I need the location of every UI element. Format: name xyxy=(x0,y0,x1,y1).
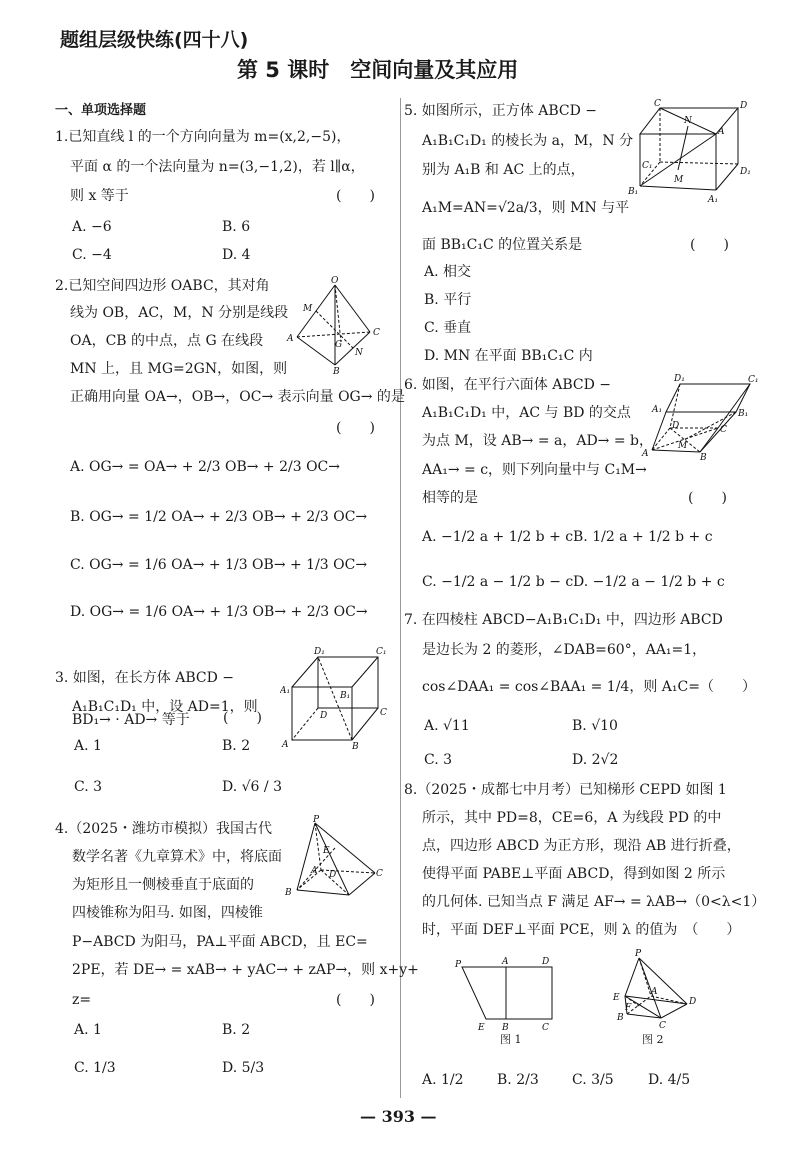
q4-line: 四棱锥称为阳马. 如图，四棱锥 xyxy=(72,905,263,921)
option-c: C. 3 xyxy=(424,752,453,768)
q2-line: 2.已知空间四边形 OABC，其对角 xyxy=(55,278,270,294)
figure-label: D₁ xyxy=(674,374,685,384)
option-b: B. 2 xyxy=(222,1022,251,1038)
figure-label: P xyxy=(635,949,642,959)
figure-label: F xyxy=(625,1003,632,1013)
q4-line: P−ABCD 为阳马，PA⊥平面 ABCD，且 EC= xyxy=(72,934,368,950)
exercise-title: 题组层级快练(四十八) xyxy=(60,29,249,51)
figure-label: B₁ xyxy=(738,409,749,419)
option-b: B. 6 xyxy=(222,219,251,235)
figure-label: B xyxy=(285,888,292,898)
q5-line: A₁M=AN=√2a/3，则 MN 与平 xyxy=(422,200,630,216)
figure-label: M xyxy=(678,441,688,451)
q6-line: 6. 如图，在平行六面体 ABCD − xyxy=(404,377,612,393)
option-d: D. √6 / 3 xyxy=(222,779,282,795)
lesson-title: 第 5 课时 空间向量及其应用 xyxy=(237,58,519,82)
figure-label: D xyxy=(320,711,328,721)
figure-label: M xyxy=(303,304,313,314)
option-c: C. 3/5 xyxy=(572,1072,614,1088)
figure-label: E xyxy=(323,846,330,856)
option-d: D. −1/2 a − 1/2 b + c xyxy=(573,574,725,590)
page-number: — 393 — xyxy=(360,1107,437,1126)
q5-line: A₁B₁C₁D₁ 的棱长为 a，M，N 分 xyxy=(422,133,634,149)
figure-label: D₁ xyxy=(314,647,325,657)
figure-label: P xyxy=(313,815,320,825)
figure-label: A xyxy=(287,334,294,344)
q8-line: 时，平面 DEF⊥平面 PCE，则 λ 的值为 （ ） xyxy=(422,922,741,938)
figure-2-caption: 图 2 xyxy=(642,1033,664,1046)
q8-line: 的几何体. 已知当点 F 满足 AF→ = λAB→（0<λ<1） xyxy=(422,894,766,910)
figure-label: D xyxy=(672,421,680,431)
column-divider xyxy=(400,98,401,1098)
q4-line: 数学名著《九章算术》中，将底面 xyxy=(72,849,282,865)
figure-label: M xyxy=(674,175,684,185)
q4-line: 4.（2025・潍坊市模拟）我国古代 xyxy=(55,821,272,837)
figure-label: B xyxy=(700,453,707,462)
figure-label: E xyxy=(478,1023,485,1033)
q4-line: z= xyxy=(72,992,92,1008)
figure-label: B xyxy=(502,1023,509,1033)
answer-paren: ( ) xyxy=(336,188,375,204)
option-c: C. 3 xyxy=(74,779,103,795)
pyramid-figure xyxy=(285,815,385,900)
option-c: C. −4 xyxy=(72,247,112,263)
figure-label: A xyxy=(311,866,318,876)
q1-line: 则 x 等于 xyxy=(70,188,129,204)
answer-paren: ( ) xyxy=(336,992,375,1008)
figure-label: C xyxy=(654,99,661,109)
section-heading: 一、单项选择题 xyxy=(55,103,147,118)
q8-line: 使得平面 PABE⊥平面 ABCD，得到如图 2 所示 xyxy=(422,866,726,882)
figure-label: C xyxy=(720,425,727,435)
q6-line: AA₁→ = c，则下列向量中与 C₁M→ xyxy=(422,462,647,478)
option-b: B. 2 xyxy=(222,738,251,754)
option-a: A. 1/2 xyxy=(422,1072,464,1088)
option-d: D. 5/3 xyxy=(222,1060,265,1076)
figure-label: B xyxy=(333,367,340,375)
figure-label: N xyxy=(355,348,363,358)
figure-label: D xyxy=(329,870,337,880)
figure-label: A xyxy=(642,449,649,459)
q6-line: 相等的是 xyxy=(422,490,478,506)
q5-line: 5. 如图所示，正方体 ABCD − xyxy=(404,103,598,119)
option-a: A. 相交 xyxy=(424,264,472,280)
q6-line: 为点 M，设 AB→ = a，AD→ = b， xyxy=(422,433,653,449)
q5-line: 别为 A₁B 和 AC 上的点， xyxy=(422,162,585,178)
tetrahedron-figure xyxy=(285,275,385,375)
figure-label: D xyxy=(689,997,697,1007)
q7-line: 7. 在四棱柱 ABCD−A₁B₁C₁D₁ 中，四边形 ABCD xyxy=(404,612,723,628)
answer-paren: ( ) xyxy=(223,710,262,726)
option-a: A. OG→ = OA→ + 2/3 OB→ + 2/3 OC→ xyxy=(70,459,340,475)
figure-label: C xyxy=(659,1021,666,1031)
figure-label: A xyxy=(282,740,289,750)
q2-line: 正确用向量 OA→，OB→，OC→ 表示向量 OG→ 的是 xyxy=(70,389,405,405)
option-b: B. √10 xyxy=(572,718,618,734)
q1-line: 平面 α 的一个法向量为 n=(3,−1,2)，若 l∥α， xyxy=(70,159,365,175)
figure-label: A₁ xyxy=(708,195,719,205)
parallelepiped-figure xyxy=(640,372,765,462)
option-d: D. 4/5 xyxy=(648,1072,691,1088)
figure-label: A₁ xyxy=(280,686,291,696)
q2-line: 线为 OB，AC，M，N 分别是线段 xyxy=(70,305,289,321)
q3-line: A₁B₁C₁D₁ 中，设 AD=1，则 xyxy=(72,699,258,715)
figure-label: C₁ xyxy=(748,375,759,385)
q6-line: A₁B₁C₁D₁ 中，AC 与 BD 的交点 xyxy=(422,405,631,421)
q8-line: 所示，其中 PD=8，CE=6，A 为线段 PD 的中 xyxy=(422,810,722,826)
figure-label: A xyxy=(718,127,725,137)
figure-label: C₁ xyxy=(642,161,653,171)
option-b: B. 1/2 a + 1/2 b + c xyxy=(573,529,713,545)
figure-label: D₁ xyxy=(740,167,751,177)
figure-label: G xyxy=(335,340,343,350)
figure-label: D xyxy=(740,101,748,111)
figure-label: C xyxy=(373,328,380,338)
figure-label: B xyxy=(352,742,359,750)
answer-paren: ( ) xyxy=(690,237,729,253)
figure-label: A xyxy=(651,987,658,997)
q2-line: OA，CB 的中点，点 G 在线段 xyxy=(70,333,264,349)
cuboid-figure xyxy=(280,645,390,750)
figure-label: D xyxy=(542,957,550,967)
option-d: D. OG→ = 1/6 OA→ + 1/3 OB→ + 2/3 OC→ xyxy=(70,604,368,620)
option-c: C. 1/3 xyxy=(74,1060,116,1076)
option-a: A. −6 xyxy=(72,219,112,235)
option-b: B. 2/3 xyxy=(497,1072,539,1088)
option-d: D. MN 在平面 BB₁C₁C 内 xyxy=(424,348,593,364)
q4-line: 为矩形且一侧棱垂直于底面的 xyxy=(72,877,254,893)
q8-line: 点，四边形 ABCD 为正方形，现沿 AB 进行折叠， xyxy=(422,838,741,854)
option-a: A. √11 xyxy=(424,718,470,734)
figure-label: C xyxy=(542,1023,549,1033)
option-b: B. OG→ = 1/2 OA→ + 2/3 OB→ + 2/3 OC→ xyxy=(70,509,368,525)
figure-label: E xyxy=(613,993,620,1003)
figure-label: A xyxy=(502,957,509,967)
q7-line: cos∠DAA₁ = cos∠BAA₁ = 1/4，则 A₁C=（ ） xyxy=(422,679,756,695)
q2-line: MN 上，且 MG=2GN，如图，则 xyxy=(70,361,288,377)
q3-line: 3. 如图，在长方体 ABCD − xyxy=(55,670,235,686)
option-d: D. 2√2 xyxy=(572,752,619,768)
answer-paren: ( ) xyxy=(336,420,375,436)
figure-label: C₁ xyxy=(376,647,387,657)
option-d: D. 4 xyxy=(222,247,251,263)
answer-paren: ( ) xyxy=(688,490,727,506)
figure-label: B₁ xyxy=(628,187,639,197)
option-a: A. 1 xyxy=(74,1022,102,1038)
option-c: C. −1/2 a − 1/2 b − c xyxy=(422,574,574,590)
figure-label: B xyxy=(617,1013,624,1023)
q8-line: 8.（2025・成都七中月考）已知梯形 CEPD 如图 1 xyxy=(404,782,727,798)
figure-label: C xyxy=(376,869,383,879)
q3-line: BD₁→ · AD→ 等于 xyxy=(72,712,190,728)
option-b: B. 平行 xyxy=(424,292,472,308)
option-a: A. −1/2 a + 1/2 b + c xyxy=(422,529,574,545)
q7-line: 是边长为 2 的菱形，∠DAB=60°，AA₁=1， xyxy=(422,642,707,658)
option-c: C. 垂直 xyxy=(424,320,472,336)
q4-line: 2PE，若 DE→ = xAB→ + yAC→ + zAP→，则 x+y+ xyxy=(72,962,419,978)
q5-line: 面 BB₁C₁C 的位置关系是 xyxy=(422,237,583,253)
option-c: C. OG→ = 1/6 OA→ + 1/3 OB→ + 1/3 OC→ xyxy=(70,557,368,573)
figure-label: A₁ xyxy=(652,405,663,415)
figure-label: P xyxy=(455,960,462,970)
figure-label: N xyxy=(684,116,692,126)
cube-figure xyxy=(628,98,758,206)
figure-label: B₁ xyxy=(340,691,351,701)
q1-line: 1.已知直线 l 的一个方向向量为 m=(x,2,−5)， xyxy=(55,129,351,145)
figure-label: C xyxy=(380,708,387,718)
figure-label: O xyxy=(331,276,339,286)
folded-figure-2 xyxy=(605,948,700,1033)
option-a: A. 1 xyxy=(74,738,102,754)
figure-1-caption: 图 1 xyxy=(500,1033,522,1046)
